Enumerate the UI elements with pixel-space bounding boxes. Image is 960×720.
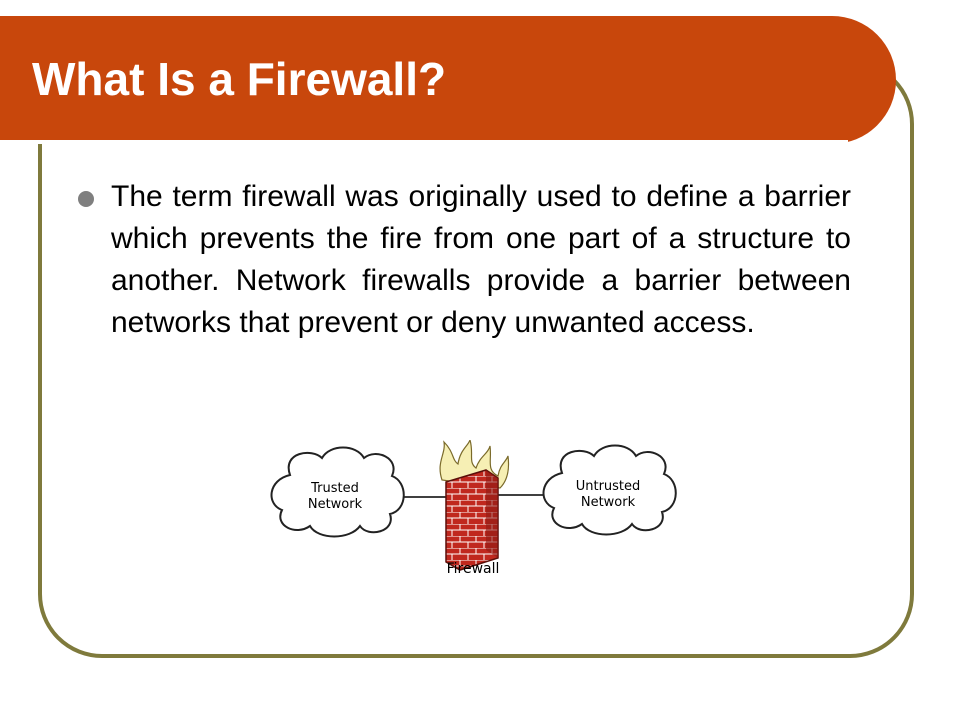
bullet-icon <box>78 191 94 207</box>
firewall-diagram <box>260 440 680 590</box>
firewall-label: Firewall <box>446 561 500 577</box>
trusted-network-label-1: Trusted <box>311 481 359 496</box>
title-underline <box>0 140 848 144</box>
slide-title: What Is a Firewall? <box>32 53 447 105</box>
untrusted-network-label-2: Network <box>580 495 636 510</box>
title-bar <box>0 16 896 144</box>
trusted-network-label-2: Network <box>307 497 363 512</box>
bullet-text: The term firewall was originally used to define a barrier which prevents the fire from one part of a structure to another. Network firewalls provide a barrier between networks that prevent or deny unwanted access. <box>111 180 851 339</box>
untrusted-network-label-1: Untrusted <box>575 479 641 494</box>
brick-wall-icon <box>446 470 498 570</box>
